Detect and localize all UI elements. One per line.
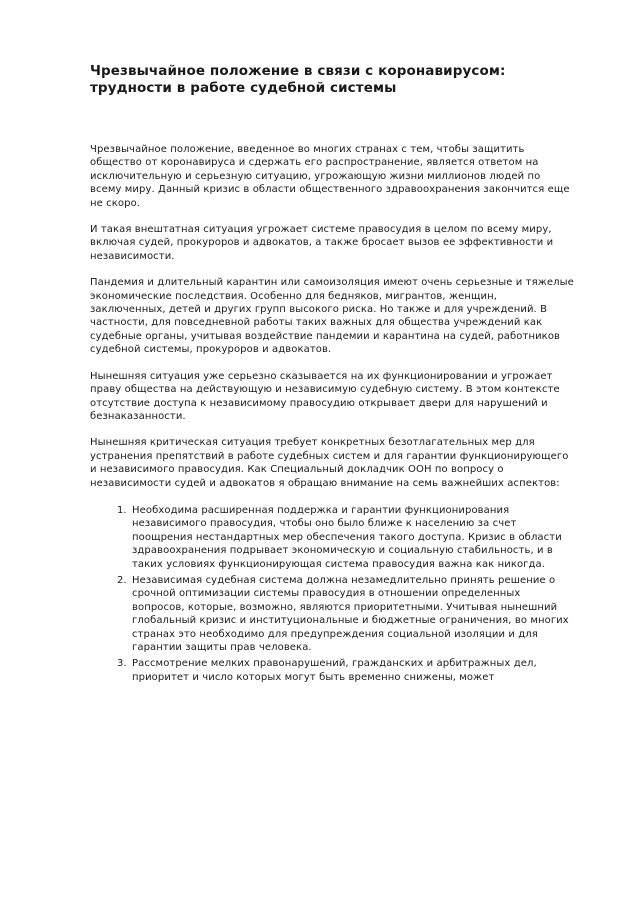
paragraph-threat: И такая внештатная ситуация угрожает системе правосудия в целом по всему миру, включая судей, прокуроров и адвокатов, а также бросает вызов ее эффективности и независимости. — [90, 224, 554, 262]
paragraph-measures: Нынешняя критическая ситуация требует конкретных безотлагательных мер для устранения препятствий в работе судебных систем и для гарантии функционирующего и независимого правосудия. Как Специальный докладчик ООН по вопросу о независимости судей и адвокатов я обращаю внимание на семь важнейших аспектов: — [90, 437, 569, 489]
paragraph-current-situation: Нынешняя ситуация уже серьезно сказывается на их функционировании и угрожает праву общества на действующую и независимую судебную систему. В этом контексте отсутствие доступа к независимому правосудию открывает двери для нарушений и безнаказанности. — [90, 370, 560, 422]
aspects-list — [90, 504, 574, 684]
list-item-minor-offenses: 3. Рассмотрение мелких правонарушений, гражданских и арбитражных дел, приоритет и число которых могут быть временно снижены, может — [130, 657, 574, 684]
list-item-optimization: 2. Независимая судебная система должна незамедлительно принять решение о срочной оптимизации системы правосудия в отношении определенных вопросов, которые, возможно, являются приоритетными. Учитывая нынешний глобальный кризис и институциональные и бюджетные ограничения, во многих странах это необходимо для предупреждения социальной изоляции и для гарантии защиты прав человека. — [130, 574, 574, 654]
paragraph-pandemic-consequences: Пандемия и длительный карантин или самоизоляция имеют очень серьезные и тяжелые экономические последствия. Особенно для бедняков, мигрантов, женщин, заключенных, детей и других групп высокого риска. Но также и для учреждений. В частности, для повседневной работы таких важных для общества учреждений как судебные органы, учитывая воздействие пандемии и карантина на судей, работников судебной системы, прокуроров и адвокатов. — [90, 277, 574, 356]
document-title: Чрезвычайное положение в связи с коронавирусом: трудности в работе судебной системы — [90, 63, 506, 96]
list-item-support: 1. Необходима расширенная поддержка и гарантии функционирования независимого правосудия, чтобы оно было ближе к населению за счет поощрения нестандартных мер обеспечения такого доступа. Кризис в области здравоохранения подрывает экономическую и социальную стабильность, и в таких условиях функционирующая система правосудия важна как никогда. — [130, 504, 574, 571]
paragraph-intro: Чрезвычайное положение, введенное во многих странах с тем, чтобы защитить общество от коронавируса и сдержать его распространение, является ответом на исключительную и серьезную ситуацию, угрожающую жизни миллионов людей по всему миру. Данный кризис в области общественного здравоохранения закончится еще не скоро. — [90, 144, 570, 209]
